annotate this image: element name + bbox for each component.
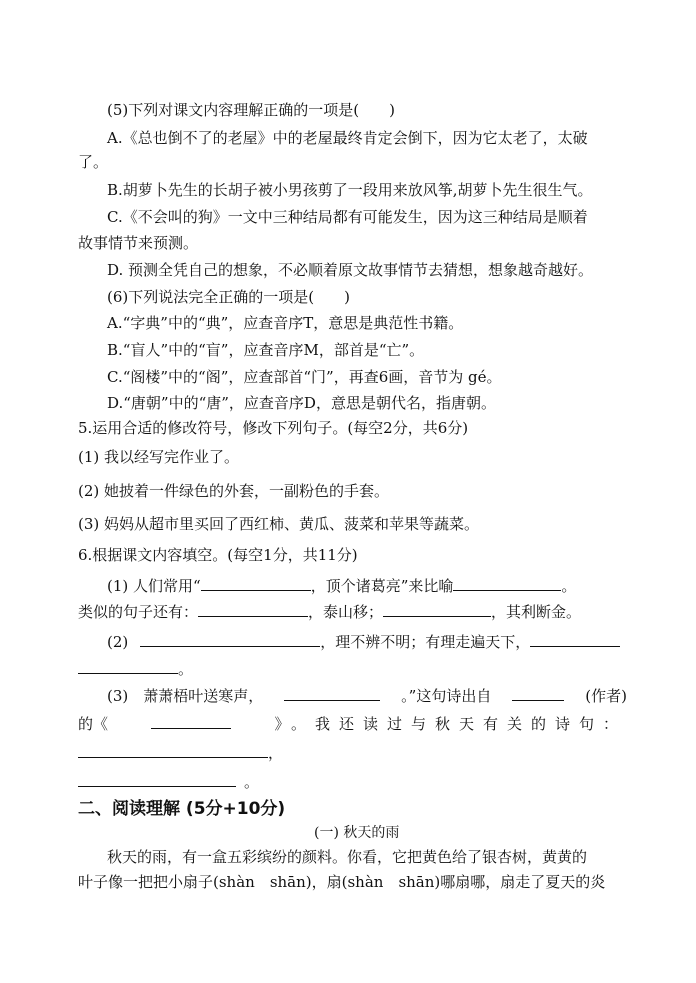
sec6-text: ，顶个诸葛亮”来比喻	[310, 577, 454, 595]
sec6-text: ，	[268, 744, 284, 762]
passage-line-1: 秋天的雨，有一盒五彩缤纷的颜料。你看，它把黄色给了银杏树，黄黄的	[107, 848, 588, 866]
sec6-fill-line-2	[78, 602, 581, 622]
sec6-text: 类似的句子还有：	[78, 603, 199, 621]
answer-blank[interactable]	[151, 714, 231, 729]
answer-blank[interactable]	[78, 743, 268, 758]
q5-option-c-line2: 故事情节来预测。	[78, 234, 199, 252]
answer-blank[interactable]	[512, 686, 564, 701]
q6-option-c: C.“阁楼”中的“阁”，应查部首“门”，再查6画，音节为 gé。	[107, 368, 502, 386]
q5-option-b: B.胡萝卜先生的长胡子被小男孩剪了一段用来放风筝,胡萝卜先生很生气。	[107, 181, 593, 199]
q6-option-d: D.“唐朝”中的“唐”，应查音序D，意思是朝代名，指唐朝。	[107, 394, 496, 412]
sec6-title: 6.根据课文内容填空。(每空1分，共11分)	[78, 546, 358, 564]
answer-blank[interactable]	[78, 659, 178, 674]
q5-stem: (5)下列对课文内容理解正确的一项是( )	[107, 101, 395, 119]
passage-subtitle: (一) 秋天的雨	[314, 825, 400, 841]
sec6-text: ，泰山移；	[308, 603, 384, 621]
answer-blank[interactable]	[140, 632, 320, 647]
sec5-sentence-3: (3) 妈妈从超市里买回了西红柿、黄瓜、菠菜和苹果等蔬菜。	[78, 515, 480, 533]
q6-option-b: B.“盲人”中的“盲”，应查音序M，部首是“亡”。	[107, 341, 425, 359]
sec6-text: ，理不辨不明；有理走遍天下，	[320, 633, 531, 651]
sec6-text: 。	[244, 773, 260, 791]
answer-blank[interactable]	[453, 576, 561, 591]
sec6-text: (1) 人们常用“	[107, 577, 201, 595]
sec6-text: (2)	[107, 633, 129, 651]
sec6-text: ，其利断金。	[491, 603, 582, 621]
q5-option-c-line1: C.《不会叫的狗》一文中三种结局都有可能发生，因为这三种结局是顺着	[107, 208, 588, 226]
sec6-text: 的《	[78, 715, 109, 733]
sec6-text: (作者)	[585, 687, 627, 705]
sec5-sentence-2: (2) 她披着一件绿色的外套，一副粉色的手套。	[78, 482, 390, 500]
answer-blank[interactable]	[198, 602, 308, 617]
answer-blank[interactable]	[383, 602, 491, 617]
answer-blank[interactable]	[284, 686, 380, 701]
sec6-fill-line-7	[78, 743, 283, 763]
answer-blank[interactable]	[530, 632, 620, 647]
sec6-text: 》。我还读过与秋天有关的诗句：	[274, 715, 627, 733]
sec6-fill-line-1	[107, 576, 576, 596]
sec6-fill-line-6	[78, 714, 627, 734]
sec6-fill-line-8	[78, 772, 259, 792]
q5-option-a-line2: 了。	[78, 153, 109, 171]
q6-option-a: A.“字典”中的“典”，应查音序T，意思是典范性书籍。	[107, 314, 464, 332]
sec5-sentence-1: (1) 我以经写完作业了。	[78, 448, 240, 466]
sec6-text: 。”这句诗出自	[401, 687, 492, 705]
sec5-title: 5.运用合适的修改符号，修改下列句子。(每空2分，共6分)	[78, 419, 469, 437]
answer-blank[interactable]	[201, 576, 311, 591]
part2-heading: 二、阅读理解 (5分+10分)	[78, 799, 286, 819]
passage-line-2: 叶子像一把把小扇子(shàn shān)，扇(shàn shān)哪扇哪，扇走了夏天的炎	[78, 873, 606, 891]
answer-blank[interactable]	[78, 772, 236, 787]
sec6-text: 。	[561, 577, 577, 595]
sec6-fill-line-4	[78, 659, 193, 679]
q5-option-d: D. 预测全凭自己的想象，不必顺着原文故事情节去猜想，想象越奇越好。	[107, 261, 594, 279]
sec6-text: (3) 萧萧梧叶送寒声，	[107, 687, 264, 705]
sec6-fill-line-5	[107, 686, 627, 706]
sec6-fill-line-3	[107, 632, 620, 652]
q6-stem: (6)下列说法完全正确的一项是( )	[107, 288, 350, 306]
sec6-text: 。	[178, 660, 194, 678]
q5-option-a-line1: A.《总也倒不了的老屋》中的老屋最终肯定会倒下，因为它太老了，太破	[107, 129, 588, 147]
